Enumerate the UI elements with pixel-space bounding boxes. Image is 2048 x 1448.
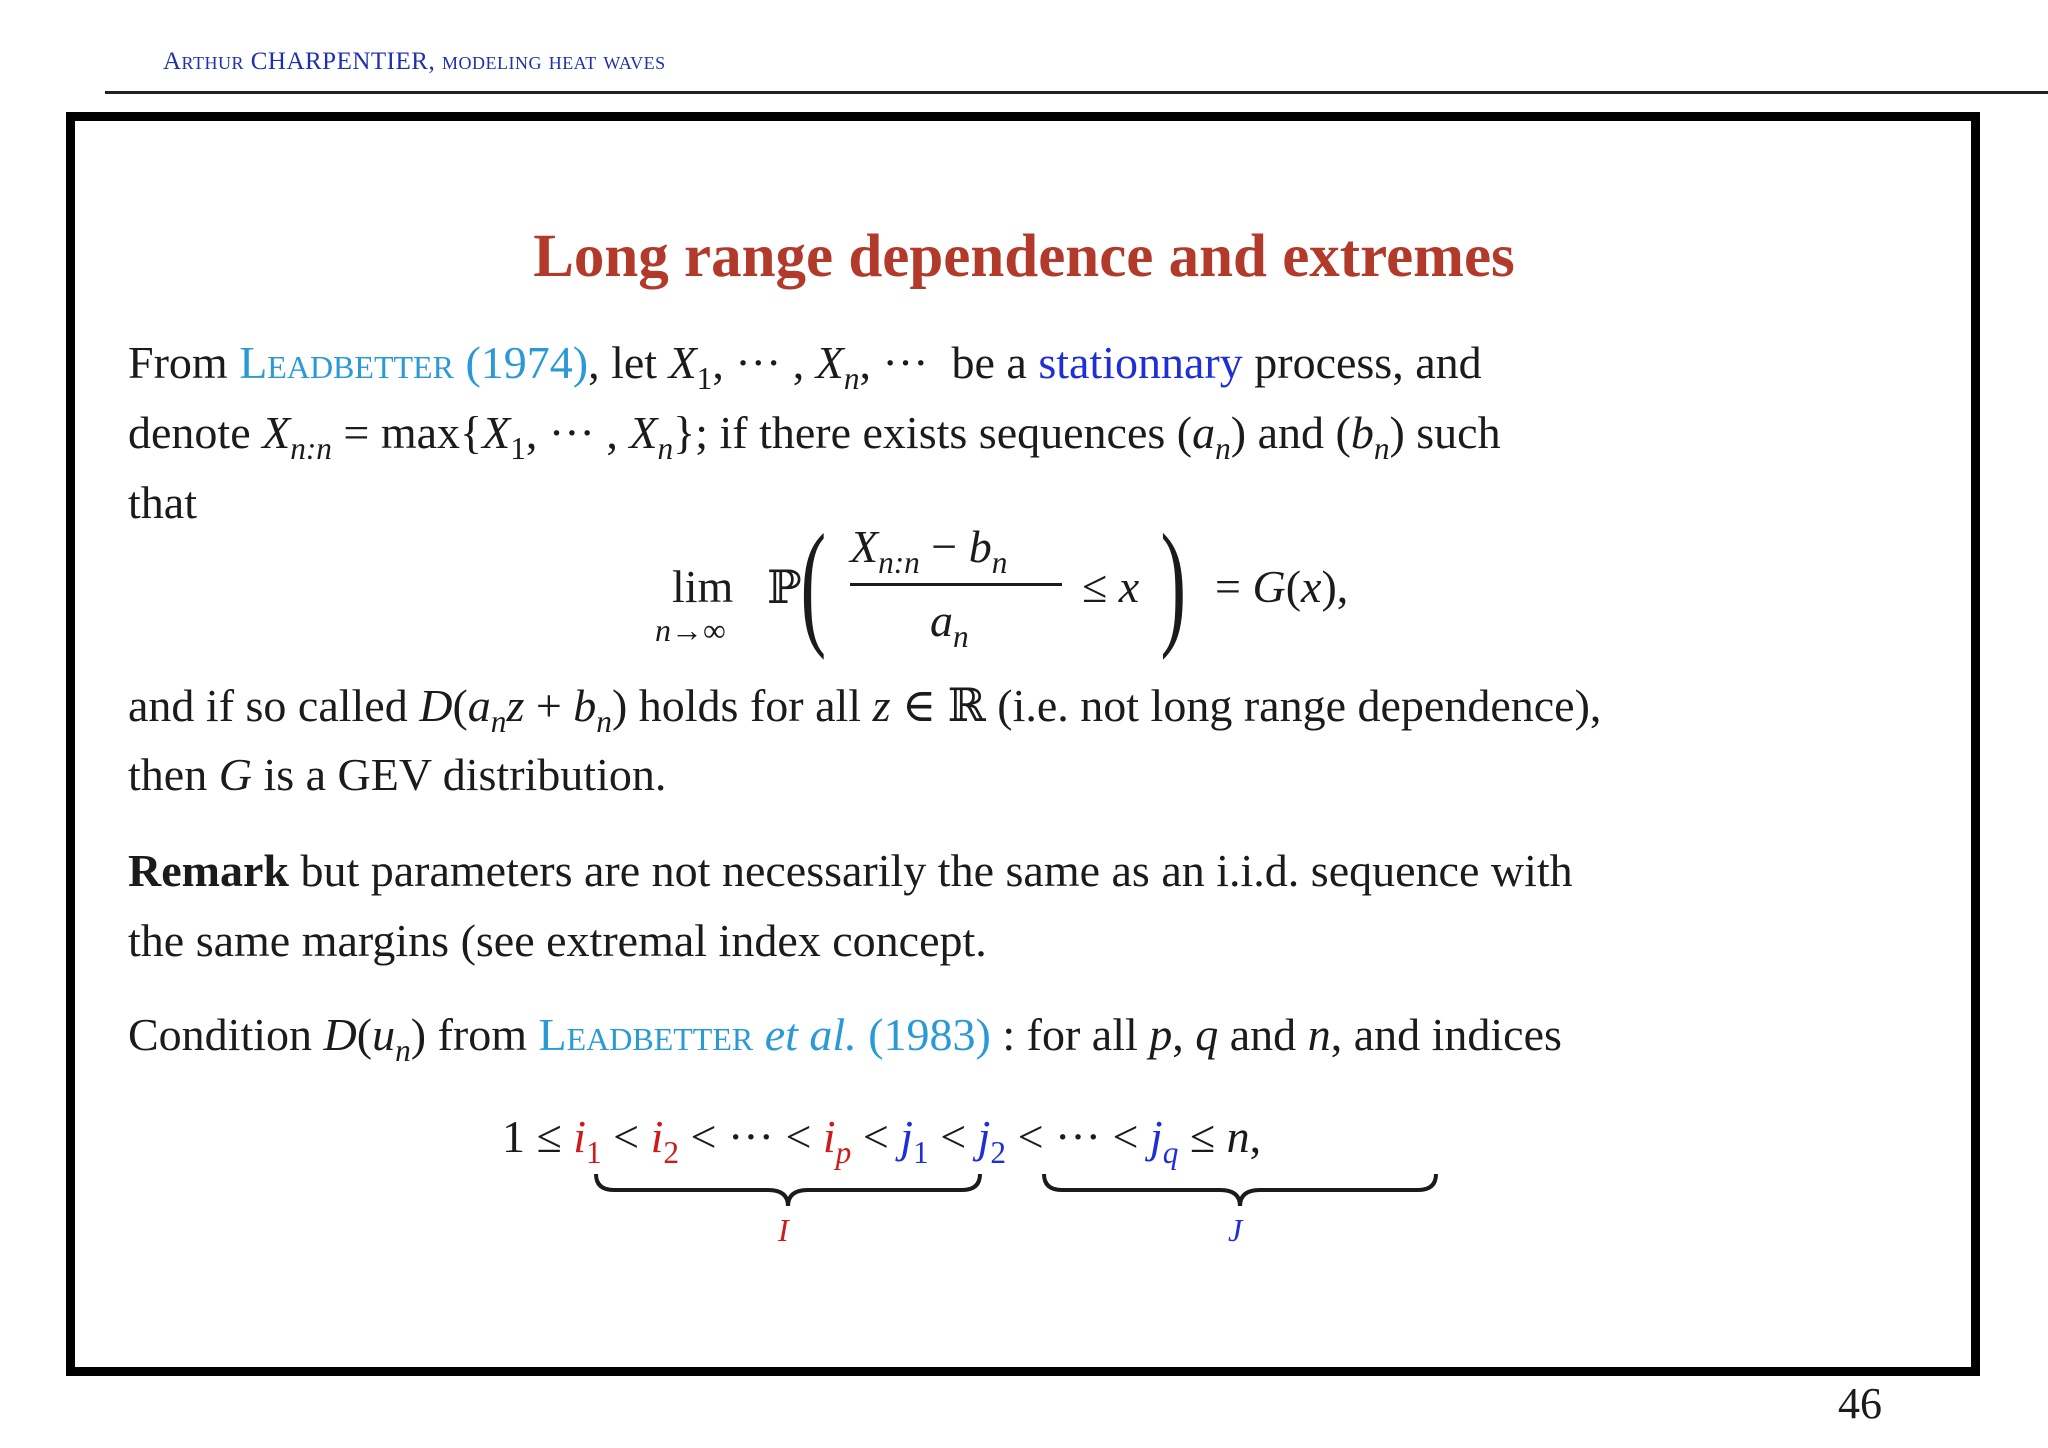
math-equals-g: = G(x), — [1215, 561, 1349, 612]
math-right-paren: ) — [1160, 506, 1187, 661]
underbrace-i — [592, 1170, 984, 1212]
math-d-un: $D(u_n)$ — [323, 1009, 427, 1068]
text-condition: Condition — [128, 1009, 313, 1060]
header-author-title: Arthur CHARPENTIER, modeling heat waves — [163, 48, 666, 75]
text-holds-for-all: holds for all — [638, 680, 862, 731]
condition-line — [128, 1000, 1928, 1070]
citation-leadbetter-1983[interactable]: Leadbetter et al. (1983) — [538, 1009, 991, 1060]
text-process-and: process, and — [1254, 337, 1482, 388]
text-then: then — [128, 749, 208, 800]
math-g: G — [218, 749, 252, 800]
math-n: n — [1307, 1009, 1331, 1060]
math-fraction-denominator: $a_n$ — [930, 595, 969, 654]
paragraph-2-line-1 — [128, 670, 1928, 741]
text-and-2: and — [1229, 1009, 1297, 1060]
math-p-q: p, q — [1149, 1009, 1219, 1060]
text-that: that — [128, 477, 197, 528]
text-from-2: from — [437, 1009, 527, 1060]
math-sequence: $X_1$, ··· , $X_n$, ··· — [668, 337, 929, 396]
math-lim-subscript: n→∞ — [655, 612, 726, 648]
math-fraction-numerator: $X_{n:n} - b_n$ — [850, 521, 1008, 580]
text-and: and — [1257, 407, 1324, 458]
math-probability-symbol: ℙ — [767, 560, 802, 614]
remark-text-1: but parameters are not necessarily the same as an i.i.d. sequence with — [288, 845, 1573, 896]
math-bn: $(b_n)$ — [1335, 407, 1405, 466]
text-and-indices: , and indices — [1330, 1009, 1562, 1060]
remark-label: Remark — [128, 845, 289, 896]
limit-equation — [0, 506, 2048, 661]
remark-line-1 — [128, 836, 1928, 906]
underbrace-j — [1040, 1170, 1440, 1212]
page-number: 46 — [1838, 1379, 1882, 1428]
math-an: $(a_n)$ — [1176, 407, 1247, 466]
text-and-if-so-called: and if so called — [128, 680, 408, 731]
text-for-all: : for all — [1002, 1009, 1138, 1060]
link-stationnary[interactable]: stationnary — [1038, 337, 1243, 388]
text-is-gev: is a GEV distribution. — [263, 749, 667, 800]
paragraph-2-line-2 — [128, 740, 1928, 810]
math-index-chain: $1 \le i_1 < i_2$ < ··· < $i_p < j_1 < j_2$ < ··· < $j_q \le n$, — [502, 1111, 1262, 1170]
text-ie: (i.e. not long range dependence), — [997, 680, 1602, 731]
paragraph-1-line-1 — [128, 328, 1928, 398]
slide-title: Long range dependence and extremes — [533, 223, 1515, 290]
brace-label-i: I — [778, 1212, 789, 1248]
brace-label-j: J — [1228, 1212, 1243, 1248]
text-let: , let — [588, 337, 658, 388]
text-such: such — [1416, 407, 1501, 458]
math-lim: lim — [672, 561, 734, 612]
remark-text-2: the same margins (see extremal index concept. — [128, 915, 987, 966]
math-fraction-bar — [850, 583, 1062, 586]
remark-line-2 — [128, 906, 1928, 976]
text-if-there-exists: ; if there exists sequences — [695, 407, 1166, 458]
text-be-a: be a — [951, 337, 1027, 388]
math-leq-x: ≤ x — [1082, 561, 1140, 612]
paragraph-1-line-2 — [128, 398, 1928, 468]
text-from: From — [128, 337, 228, 388]
math-condition-d: $D(a_nz + b_n)$ — [419, 680, 628, 739]
header-rule — [105, 91, 2048, 94]
citation-leadbetter-1974[interactable]: Leadbetter (1974) — [239, 337, 589, 388]
math-left-paren: ( — [800, 506, 827, 661]
text-denote: denote — [128, 407, 251, 458]
indices-equation — [0, 1110, 2048, 1260]
math-z-in-r: z ∈ ℝ — [872, 678, 986, 732]
math-max-definition: $X_{n:n} = \max\{X_1$, ··· , $X_n$} — [262, 407, 696, 466]
